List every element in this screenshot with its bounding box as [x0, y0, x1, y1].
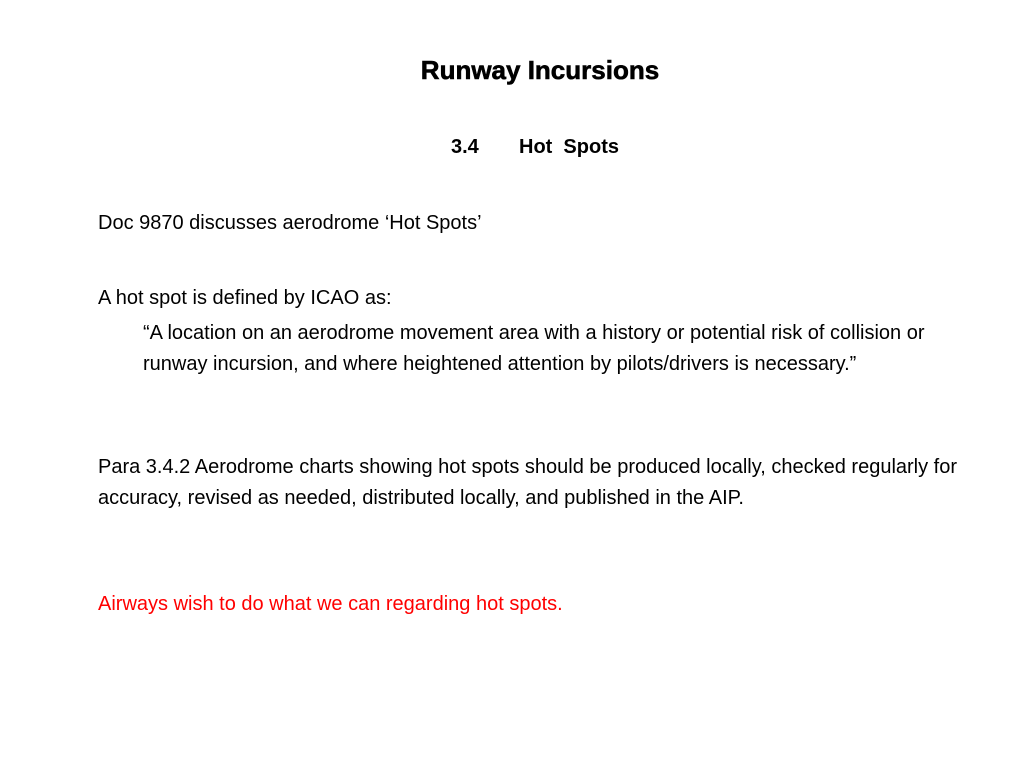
paragraph-highlight: Airways wish to do what we can regarding hot spots.	[98, 593, 563, 615]
section-number: 3.4	[451, 136, 479, 158]
section-heading	[451, 136, 619, 159]
paragraph-doc: Doc 9870 discusses aerodrome ‘Hot Spots’	[98, 212, 482, 234]
definition-quote: “A location on an aerodrome movement area with a history or potential risk of collision or runway incursion, and where heightened attention by pilots/drivers is necessary.”	[143, 322, 925, 375]
paragraph-para: Para 3.4.2 Aerodrome charts showing hot spots should be produced locally, checked regularly for accuracy, revised as needed, distributed locally, and published in the AIP.	[98, 456, 958, 509]
slide-title: Runway Incursions	[420, 55, 660, 85]
section-title: Hot Spots	[519, 136, 619, 158]
paragraph-definition-intro: A hot spot is defined by ICAO as:	[98, 287, 392, 309]
